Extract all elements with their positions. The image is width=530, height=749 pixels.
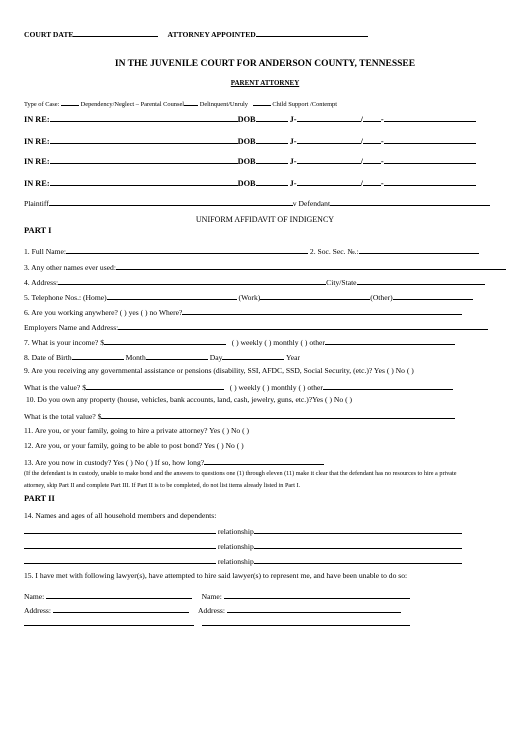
- case-type-option-2: Delinquent/Unruly: [199, 101, 248, 108]
- phone-work-label: (Work): [238, 293, 261, 302]
- dash-label: -: [380, 179, 384, 188]
- q9-line: 9. Are you receiving any governmental assistance or pensions (disability, SSI, AFDC, SSD, Social Security, (etc.)? Yes ( ) No ( ): [24, 366, 414, 375]
- j-field[interactable]: [297, 135, 361, 144]
- property-value-field[interactable]: [101, 410, 455, 419]
- in-re-name-field[interactable]: [50, 113, 238, 122]
- phone-other-field[interactable]: [393, 291, 473, 300]
- in-re-row: [24, 113, 476, 124]
- custody-note-1: (If the defendant is in custody, unable to make bond and the answers to questions one (1) through eleven (11) make it clear that the defendant has no resources to hire a private: [24, 470, 457, 477]
- full-name-label: 1. Full Name:: [24, 247, 66, 256]
- assistance-value-field[interactable]: [86, 381, 224, 390]
- case-type-option-3: Child Support /Contempt: [272, 101, 338, 108]
- lawyer-address-extra-1[interactable]: [24, 617, 194, 626]
- custody-duration-field[interactable]: [204, 456, 324, 465]
- in-re-label: IN RE:: [24, 157, 50, 166]
- monthly-option[interactable]: ( ) monthly: [264, 338, 299, 347]
- assistance-other-field[interactable]: [323, 381, 453, 390]
- dob-field[interactable]: [256, 113, 288, 122]
- ssn-label: 2. Soc. Sec. №.:: [309, 247, 359, 256]
- relationship-field[interactable]: [254, 555, 462, 564]
- employer-line: [24, 321, 488, 332]
- dob-field[interactable]: [256, 177, 288, 186]
- household-row: [24, 525, 462, 536]
- court-date-field[interactable]: [73, 28, 158, 37]
- city-state-label: City/State: [326, 278, 357, 287]
- lawyer-address-row: [24, 604, 401, 615]
- slash-label: /: [360, 115, 363, 124]
- j-field-2[interactable]: [360, 155, 381, 166]
- income-label: 7. What is your income? $: [24, 338, 104, 347]
- plaintiff-field[interactable]: [49, 197, 293, 206]
- dob-field[interactable]: [256, 135, 288, 144]
- relationship-label: relationship: [217, 542, 254, 551]
- j-field-2[interactable]: [360, 135, 381, 146]
- relationship-label: relationship: [217, 557, 254, 566]
- phone-home-label: 5. Telephone Nos.: (Home): [24, 293, 107, 302]
- j-field-3[interactable]: [384, 135, 476, 144]
- household-member-field[interactable]: [24, 540, 216, 549]
- phone-home-field[interactable]: [107, 291, 237, 300]
- j-field[interactable]: [297, 155, 361, 164]
- q7-line: [24, 336, 455, 347]
- birth-day-field[interactable]: [146, 351, 208, 360]
- day-label: Day: [209, 353, 223, 362]
- attorney-appointed-label: ATTORNEY APPOINTED: [167, 30, 256, 39]
- lawyer-name-label: Name:: [24, 592, 45, 601]
- lawyer-address-label: Address:: [24, 606, 51, 615]
- q4-line: [24, 276, 485, 287]
- working-label: 6. Are you working anywhere? ( ) yes ( ) no Where?: [24, 308, 183, 317]
- custody-label: 13. Are you now in custody? Yes ( ) No ( ) If so, how long?: [24, 458, 205, 467]
- monthly-option[interactable]: ( ) monthly: [262, 383, 297, 392]
- q11-line: 11. Are you, or your family, going to hire a private attorney? Yes ( ) No ( ): [24, 426, 250, 435]
- q14-line: 14. Names and ages of all household members and dependents:: [24, 511, 217, 520]
- in-re-row: [24, 177, 476, 188]
- household-row: [24, 555, 462, 566]
- city-state-field[interactable]: [357, 276, 485, 285]
- relationship-field[interactable]: [254, 540, 462, 549]
- j-label: J-: [289, 137, 297, 146]
- in-re-name-field[interactable]: [50, 135, 238, 144]
- birth-month-field[interactable]: [72, 351, 124, 360]
- dash-label: -: [380, 157, 384, 166]
- q13-line: [24, 456, 324, 467]
- q10-line: 10. Do you own any property (house, vehicles, bank accounts, land, cash, jewelry, guns, etc.)?Yes ( ) No ( ): [26, 395, 353, 404]
- weekly-option[interactable]: ( ) weekly: [231, 338, 263, 347]
- defendant-label: v Defendant: [292, 199, 331, 208]
- dob-label: DOB: [237, 157, 256, 166]
- q10-total-line: [24, 410, 455, 421]
- custody-note-2: attorney, skip Part II and complete Part III. If Part II is to be completed, do not list items already listed in Part I.: [24, 482, 301, 489]
- in-re-name-field[interactable]: [50, 155, 238, 164]
- phone-work-field[interactable]: [260, 291, 370, 300]
- in-re-row: [24, 155, 476, 166]
- household-member-field[interactable]: [24, 555, 216, 564]
- dash-label: -: [380, 115, 384, 124]
- case-type-check-1[interactable]: [61, 97, 79, 106]
- j-field-3[interactable]: [384, 177, 476, 186]
- year-label: Year: [286, 353, 301, 362]
- dash-label: -: [380, 137, 384, 146]
- working-where-field[interactable]: [182, 306, 462, 315]
- assistance-value-label: What is the value? $: [24, 383, 86, 392]
- lawyer-name-field-1[interactable]: [46, 590, 192, 599]
- j-field-2[interactable]: [360, 113, 381, 124]
- j-field[interactable]: [297, 113, 361, 122]
- part-2-heading: PART II: [24, 493, 55, 503]
- j-label: J-: [289, 115, 297, 124]
- lawyer-address-field-1[interactable]: [53, 604, 189, 613]
- ssn-field[interactable]: [359, 245, 479, 254]
- lawyer-address-field-2[interactable]: [227, 604, 401, 613]
- case-type-option-1: Dependency/Neglect – Parental Counsel: [80, 101, 185, 108]
- lawyer-name-field-2[interactable]: [224, 590, 410, 599]
- lawyer-address-extra-2[interactable]: [202, 617, 410, 626]
- case-type-check-3[interactable]: [253, 97, 271, 106]
- q3-line: [24, 261, 506, 272]
- dob-label: DOB: [237, 179, 256, 188]
- in-re-label: IN RE:: [24, 179, 50, 188]
- address-field[interactable]: [58, 276, 326, 285]
- dob-field[interactable]: [256, 155, 288, 164]
- weekly-option[interactable]: ( ) weekly: [229, 383, 261, 392]
- slash-label: /: [360, 137, 363, 146]
- q1-line: [24, 245, 479, 256]
- income-other-field[interactable]: [325, 336, 455, 345]
- q15-line: 15. I have met with following lawyer(s), have attempted to hire said lawyer(s) to represent me, and have been unable to do so:: [24, 571, 408, 580]
- lawyer-address-row-2: [24, 617, 410, 628]
- j-label: J-: [289, 157, 297, 166]
- court-date-line: [24, 28, 368, 39]
- q5-line: [24, 291, 473, 302]
- relationship-label: relationship: [217, 527, 254, 536]
- lawyer-name-row: [24, 590, 410, 601]
- slash-label: /: [360, 179, 363, 188]
- employer-field[interactable]: [118, 321, 488, 330]
- slash-label: /: [360, 157, 363, 166]
- income-field[interactable]: [104, 336, 226, 345]
- case-type-label: Type of Case:: [24, 101, 60, 108]
- dob-label: DOB: [237, 115, 256, 124]
- address-label: 4. Address:: [24, 278, 59, 287]
- household-member-field[interactable]: [24, 525, 216, 534]
- plaintiff-label: Plaintiff: [24, 199, 49, 208]
- lawyer-name-label: Name:: [201, 592, 222, 601]
- q8-line: [24, 351, 300, 362]
- in-re-label: IN RE:: [24, 115, 50, 124]
- part-1-heading: PART I: [24, 225, 52, 235]
- j-field-2[interactable]: [360, 177, 381, 188]
- court-title: IN THE JUVENILE COURT FOR ANDERSON COUNTY, TENNESSEE: [114, 59, 416, 69]
- household-row: [24, 540, 462, 551]
- other-names-label: 3. Any other names ever used:: [24, 263, 116, 272]
- defendant-field[interactable]: [330, 197, 490, 206]
- phone-other-label: (Other): [370, 293, 393, 302]
- in-re-row: [24, 135, 476, 146]
- other-names-field[interactable]: [116, 261, 506, 270]
- j-label: J-: [289, 179, 297, 188]
- case-type-check-2[interactable]: [184, 97, 198, 106]
- other-option[interactable]: ( ) other: [300, 338, 325, 347]
- in-re-label: IN RE:: [24, 137, 50, 146]
- in-re-name-field[interactable]: [50, 177, 238, 186]
- other-option[interactable]: ( ) other: [298, 383, 323, 392]
- parties-line: [24, 197, 490, 208]
- j-field-3[interactable]: [384, 155, 476, 164]
- j-field-3[interactable]: [384, 113, 476, 122]
- affidavit-title: UNIFORM AFFIDAVIT OF INDIGENCY: [195, 215, 335, 224]
- dob-label: DOB: [237, 137, 256, 146]
- full-name-field[interactable]: [66, 245, 308, 254]
- lawyer-address-label: Address:: [197, 606, 225, 615]
- case-type-line: [24, 97, 337, 109]
- q9-value-line: [24, 381, 453, 392]
- property-value-label: What is the total value? $: [24, 412, 102, 421]
- month-label: Month: [125, 353, 146, 362]
- q12-line: 12. Are you, or your family, going to be able to post bond? Yes ( ) No ( ): [24, 441, 244, 450]
- employer-label: Employers Name and Address:: [24, 323, 119, 332]
- birth-year-field[interactable]: [222, 351, 284, 360]
- dob-label: 8. Date of Birth: [24, 353, 72, 362]
- form-subtitle: PARENT ATTORNEY: [230, 79, 300, 87]
- attorney-appointed-field[interactable]: [256, 28, 368, 37]
- court-date-label: COURT DATE: [24, 30, 74, 39]
- q6-line: [24, 306, 462, 317]
- relationship-field[interactable]: [254, 525, 462, 534]
- j-field[interactable]: [297, 177, 361, 186]
